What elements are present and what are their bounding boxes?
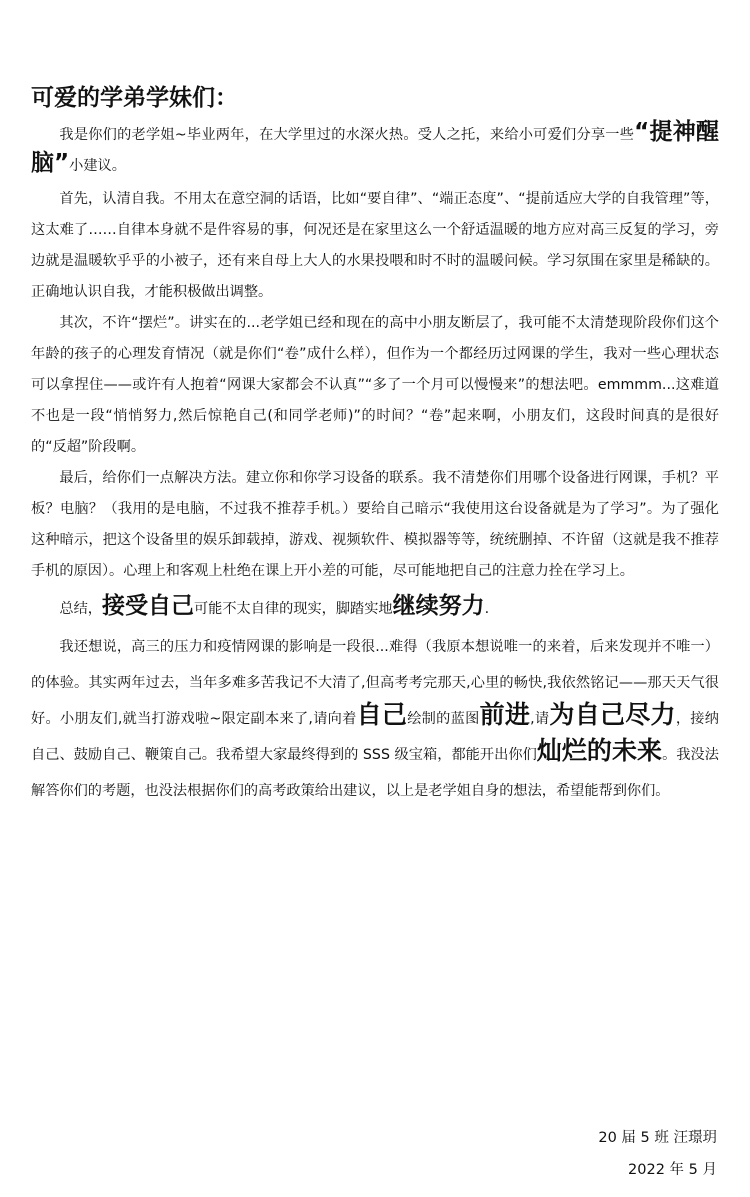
closing-text-5: 。我没法解答你们的考题，也没法根据你们的高考政策给出建议，以上是老学姐自身的想法，希望能帮到你们。 [31,747,719,799]
closing-emphasis-1: 自己 [356,700,408,729]
paragraph-summary [31,589,719,629]
summary-emphasis-2: 继续努力 [392,593,485,619]
paragraph-intro [31,120,719,182]
closing-text-1: 我还想说，高三的压力和疫情网课的影响是一段很...难得（我原本想说唯一的来着，后来发现并不唯一）的体验。其实两年过去，当年多难多苦我记不大清了,但高考考完那天,心里的畅快,我依然铭记——那天天气很好。小朋友们,就当打游戏啦~限定副本来了,请向着 [31,639,719,727]
intro-emphasis: “提神醒脑” [31,119,720,176]
summary-emphasis-1: 接受自己 [101,593,194,619]
closing-text-3: ,请 [530,711,550,727]
signature-block [598,1122,717,1186]
closing-emphasis-2: 前进 [479,700,531,729]
closing-emphasis-3: 为自己尽力 [549,700,676,729]
date: 2022 年 5 月 [628,1162,717,1178]
closing-text-4: ，接纳自己、鼓励自己、鞭策自己。我希望大家最终得到的 SSS 级宝箱，都能开出你们 [31,711,719,763]
summary-text-2: 可能不太自律的现实，脚踏实地 [193,601,393,617]
paragraph-closing [31,629,719,809]
paragraph-third: 最后，给你们一点解决方法。建立你和你学习设备的联系。我不清楚你们用哪个设备进行网课，手机？平板？电脑？（我用的是电脑，不过我不推荐手机。）要给自己暗示“我使用这台设备就是为了学习”。为了强化这种暗示，把这个设备里的娱乐卸载掉，游戏、视频软件、模拟器等等，统统删掉、不许留（这就是我不推荐手机的原因）。心理上和客观上杜绝在课上开小差的可能，尽可能地把自己的注意力拴在学习上。 [31,470,719,579]
intro-text-after: 小建议。 [69,158,126,174]
letter-salutation: 可爱的学弟学妹们： [31,85,238,111]
letter-body [31,78,719,809]
signature: 20 届 5 班 汪璟玥 [598,1130,717,1146]
closing-emphasis-4: 灿烂的未来 [536,736,663,765]
summary-text-1: 总结， [59,601,102,617]
closing-text-2: 绘制的蓝图 [407,711,480,727]
paragraph-first: 首先，认清自我。不用太在意空洞的话语，比如“要自律”、“端正态度”、“提前适应大学的自我管理”等，这太难了……自律本身就不是件容易的事，何况还是在家里这么一个舒适温暖的地方应对高三反复的学习，旁边就是温暖软乎乎的小被子，还有来自母上大人的水果投喂和时不时的温暖问候。学习氛围在家里是稀缺的。正确地认识自我，才能积极做出调整。 [31,191,719,300]
intro-text-before: 我是你们的老学姐~毕业两年，在大学里过的水深火热。受人之托，来给小可爱们分享一些 [59,127,635,143]
summary-text-3: . [484,601,490,617]
paragraph-second: 其次，不许“摆烂”。讲实在的...老学姐已经和现在的高中小朋友断层了，我可能不太清楚现阶段你们这个年龄的孩子的心理发育情况（就是你们“卷”成什么样），但作为一个都经历过网课的学生，我对一些心理状态可以拿捏住——或许有人抱着“网课大家都会不认真”“多了一个月可以慢慢来”的想法吧。emmmm...这难道不也是一段“悄悄努力,然后惊艳自己(和同学老师)”的时间？“卷”起来啊，小朋友们，这段时间真的是很好的“反超”阶段啊。 [31,315,719,455]
